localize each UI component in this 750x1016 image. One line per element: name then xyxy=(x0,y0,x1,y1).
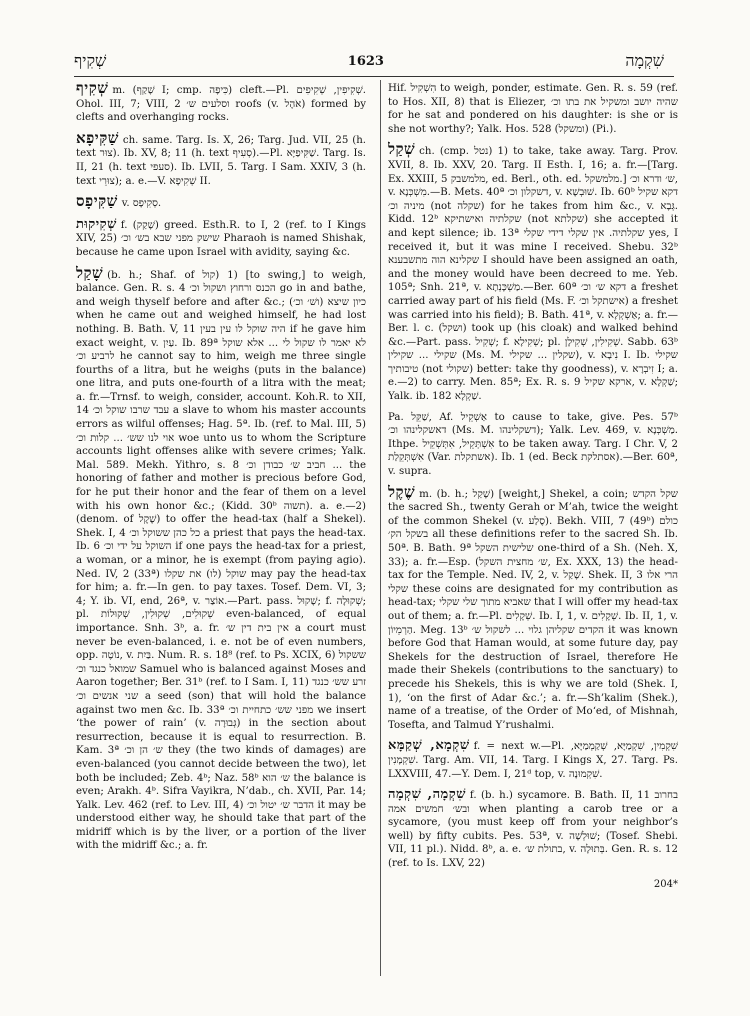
dictionary-entry xyxy=(388,411,678,479)
page-number: 1623 xyxy=(347,53,384,69)
left-headword: שְׁקִיף xyxy=(74,51,107,70)
entry-lemma: שִׁקְמָה, שִׁקְמָה xyxy=(388,787,466,803)
entry-lemma: שְׁקִיקוּת xyxy=(76,216,117,232)
entry-lemma: שָׁקַל xyxy=(76,263,104,282)
running-header xyxy=(74,50,664,72)
entry-lemma: שְׁקִיף xyxy=(76,82,109,97)
dictionary-entry xyxy=(388,82,678,136)
dictionary-entry xyxy=(388,739,678,781)
dictionary-entry xyxy=(76,263,366,854)
entry-text: v. סְקִיפָס. xyxy=(121,198,162,210)
column-divider xyxy=(380,80,381,976)
entry-lemma: שֶׁקֶל xyxy=(388,482,416,501)
left-column xyxy=(76,82,366,1008)
dictionary-entry xyxy=(76,82,366,125)
entry-text: (b. h.; Shaf. of קול) 1) [to swing,] to weigh, balance. Gen. R. s. 4 הכנס ורחוץ ושקול וכ׳ go in and bathe, and weigh thyself before and after &c.; כיון שיצא (ושׁ׳ וכ׳) when he came out and weighed himself, he had lost nothing. B. Bath. V, 11 היה שוקל לו עין בעין if he gave him exact weight, v. עַיִן. Ib. 89ª לא יאמר לו שקול לי ... אלא שוקל לרביע וכ׳ he cannot say to him, weigh me three single fourths of a litra, but he weighs (puts in the balance) one litra, and puts one-fourth of a litra with the meat; a. fr.—Trnsf. to weigh, consider, account. Koh.R. to XII, 14 עבד שרבו שוקל וכ׳ a slave to whom his master accounts errors as wilful offenses; Hag. 5ª. Ib. (ref. to Mal. III, 5) אוי לנו שש׳ ... קלות וכ׳ woe unto us to whom the Scripture accounts light offenses alike with severe crimes; Yalk. Mal. 589. Mekh. Yithro, s. 8 חביב ש׳ כבודן וכ׳ ... the honoring of father and mother is precious before God, for he put their honor and the fear of them on a level with his own honor &c.; (Kidd. 30ᵇ תשוה). a. e.—2) (denom. of שֶׁקֶל) to offer the head-tax (half a Shekel). Shek. I, 4 כל כהן ששוקל וכ׳ a priest that pays the head-tax. Ib. 6 השוקל על ידי וכ׳ if one pays the head-tax for a priest, a woman, or a minor, he is exempt (from paying agio). Ned. IV, 2 (33ª) שוקל (לו) את שקלו may pay the head-tax for him; a. fr.—In gen. to pay taxes. Tosef. Dem. VI, 3; 4; Y. ib. VI, end, 26ª, v. אוֹצַר.—Part. pass. שָׁקוּל; f. שְׁקוּלָה; pl. שְׁקוּלִים, שְׁקוּלִין, שְׁקוּלוֹת even-balanced, of equal importance. Snh. 3ᵇ, a. fr. אין בית דין ש׳ a court must never be even-balanced, i. e. not be of even numbers, opp. נוֹטֶה, v. בַּיִת. Num. R. s. 18⁸ (ref. to Ps. XCIX, 6) ששקול שמואל כנגד וכ׳ Samuel who is balanced against Moses and Aaron together; Ber. 31ᵇ (ref. to I Sam. I, 11) זרע שש׳ כנגד שני אנשים וכ׳ a seed (son) that will hold the balance against two men &c. Ib. 33ª מפני שש׳ כתחיית וכ׳ we insert ‘the power of rain’ (v. גְּבוּרָה) in the section about resurrection, because it is equal to resurrection. B. Kam. 3ª ש׳ הן וכ׳ they (the two kinds of damages) are even-balanced (you cannot decide between the two), let both be included; Zeb. 4ᵇ; Naz. 58ᵇ ש׳ הוא the balance is even; Arakh. 4ᵇ. Sifra Vayikra, N’dab., ch. XVII, Par. 14; Yalk. Lev. 462 (ref. to Lev. III, 4) הדבר ש׳ יטול וכ׳ it may be understood either way, he should take that part of the midriff which is by the liver, or a portion of the liver with the midriff &c.; a. fr. xyxy=(76,269,366,852)
entry-lemma: שִׁקְמָא, שְׁקַמָּא xyxy=(388,738,470,754)
entry-text: f. (שָׁקַק) greed. Esth.R. to I, 2 (ref. to I Kings XIV, 25) שישק מפני שבא בש׳ וכ׳ Pharaoh is named Shishak, because he came upon Israel with avidity, saying &c. xyxy=(76,219,366,258)
entry-text: ch. same. Targ. Is. X, 26; Targ. Jud. VII, 25 (h. text צוּר). Ib. XV, 8; 11 (h. text סְעִיף).—Pl. שַׁקִּיפַיָּא. Targ. Is. II, 21 (h. text סעפי). Ib. LVII, 5. Targ. I Sam. XXIV, 3 (h. text צוּרֵי); a. e.—V. שְׁקִיפָא II. xyxy=(76,134,366,187)
entry-text: f. = next w.—Pl. שִׁקְמִין, שִׁקְמַיָּא, שְׁקַמְמַיָּא, שִׁקְמָנִין. Targ. Am. VII, 14. Targ. I Kings X, 27. Targ. Ps. LXXVIII, 47.—Y. Dem. I, 21ᵈ top, v. שִׁקְמוּנָה. xyxy=(388,741,678,780)
dictionary-entry xyxy=(76,128,366,188)
dictionary-entry xyxy=(388,140,678,403)
entry-text: Hif. הִשְׁקִיל to weigh, ponder, estimate. Gen. R. s. 59 (ref. to Hos. XII, 8) that is Eliezer, שהיה יושב ומשקיל את בתו וכ׳ for he sat and pondered on his daughter: is she or is she not worthy?; Yalk. Hos. 528 (ומשקל) (Pi.). xyxy=(388,83,678,135)
right-column xyxy=(388,82,678,1008)
entry-lemma: שַׁקִּיפָא xyxy=(76,128,119,147)
entry-text: Pa. שַׁקֵּל, Af. אַשְׁקֵיל to cause to take, give. Pes. 57ᵇ דאשקלינהו וכ׳ (Ms. M. דשקלינהו); Yalk. Lev. 469, v. מַשְׁכְּנָא. Ithpe. אִשְׁתְּקֵיל, אִתְּשְׁקֵיל to be taken away. Targ. I Chr. V, 2 אִשְׁתְּקֵלַת (Var. אשתקלת). Ib. 1 (ed. Beck אסתלקת).—Ber. 60ª, v. supra. xyxy=(388,411,678,478)
entry-text: ch. (cmp. נטל) 1) to take, take away. Targ. Prov. XVII, 8. Ib. XXV, 20. Targ. II Esth. I, 16; a. fr.—[Targ. Ex. XXIII, 5 מלמשבק, ed. Berl., oth. ed. מלמשקל.] ש׳ ודרא וכ׳, v. מִשְׁכְּנָא.—B. Mets. 40ª דשקלון וכ׳, v. שׁוּבְשָׁא. Ib. 60ᵇ דקא שקיל מיניה וכ׳ (not שקלה) for he takes from him &c., v. גְּבָא. Kidd. 12ᵇ שקלתיה ואישתיקא (not שקלתא) she accepted it and kept silence; ib. 13ª שקלתיה. אין שקלי דידי שקלי yes, I received it, but it was mine I received. Shebu. 32ᵇ שקלינא הוה מתשבענא I should have been assigned an oath, and the money would have been decreed to me. Yeb. 105ª; Snh. 21ª, v. מַשְׁכָּנְתָא.—Ber. 60ª דקא ש׳ וכ׳ a freshet carried away part of his field (Ms. F. אישתקל וכ׳) a freshet was carried into his field); B. Bath. 41ª, v. אַשְׁקְלָא; a. fr.—Ber. l. c. (ושקל) took up (his cloak) and walked behind &c.—Part. pass. שְׁקִיל; f. שְׁקִילָא; pl. שְׁקִילִין, שְׁקִילָן. Sabb. 63ᵇ שקילי ... שקילין (Ms. M. שקלין ... שקילי), v. נִיבָא I. Ib. שקילי טיבותיך (not שקולי) better: take thy goodness), v. זִיבְרָא I; a. e.—2) to carry. Men. 85ª; Ex. R. s. 9 ארקא שקיל, v. שַׁקְלָא; Yalk. ib. 182 שַׁקְלָא. xyxy=(388,146,678,403)
header-rule xyxy=(74,76,674,77)
dictionary-entry xyxy=(76,192,366,211)
right-headword: שִׁקְמָה xyxy=(625,51,664,70)
dictionary-entry xyxy=(388,482,678,733)
entry-text: f. (b. h.) sycamore. B. Bath. II, 11 בחרוב ובש׳ חמשים אמה when planting a carob tree or a sycamore, (you must keep off from your neighbor’s well) by fifty cubits. Pes. 53ª, v. שׁוּלְשָׁה; (Tosef. Shebi. VII, 11 pl.). Nidd. 8ᵇ, a. e. בתולת ש׳, v. בְּתוּלָה. Gen. R. s. 12 (ref. to Is. LXV, 22) xyxy=(388,790,678,870)
entry-lemma: שַׁקִּיפָס xyxy=(76,192,118,211)
entry-text: m. (שָׁקַף I; cmp. כִּיפָה) cleft.—Pl. שְׁקִיפִין, שְׁקִיפִים. Ohol. III, 7; VIII, 2 וסלעים ש׳ roofs (v. אֹהֶל) formed by clefts and overhanging rocks. xyxy=(76,85,366,124)
entry-lemma: שְׁקַל xyxy=(388,140,416,159)
dictionary-entry xyxy=(76,218,366,260)
entry-text: m. (b. h.; שָׁקַל) [weight,] Shekel, a coin; שקל הקדש the sacred Sh., twenty Gerah or M’ah, twice the weight of the common Shekel (v. סֶלַע). Bekh. VIII, 7 (49ᵇ) כולם בשקל הק׳ all these definitions refer to the sacred Sh. Ib. 50ª. B. Bath. 9ª שלישית השקל one-third of a Sh. (Neh. X, 33); a. fr.—Esp. (ש׳ מחצית השקל, Ex. XXX, 13) the head-tax for the Temple. Ned. IV, 2, v. שָׁקַל. Shek. II, 3 הרי אלו שקלי these coins are designated for my contribution as head-tax; שאביא מתוך שלי שקלי that I will offer my head-tax out of them; a. fr.—Pl. שְׁקָלִים. Ib. I, 1, v. שְׁקָלִים. Ib. II, 1, v. הַרְמֵיוֹן. Meg. 13ᵇ הקדים שקליהן גלוי ... לשקול ש׳ it was known before God that Haman would, at some future day, pay Shekels for the destruction of Israel, therefore He made their Shekels (contributions to the sanctuary) to precede his Shekels, this is why we are told (Shek. I, 1), ‘on the first of Adar &c.’; a. fr.—Sh’kalim (Shek.), name of a treatise, of the Order of Mo‘ed, of Mishnah, Tosefta, and Talmud Y’rushalmi. xyxy=(388,488,678,731)
dictionary-entry xyxy=(388,788,678,871)
signature-mark: 204* xyxy=(653,878,678,890)
